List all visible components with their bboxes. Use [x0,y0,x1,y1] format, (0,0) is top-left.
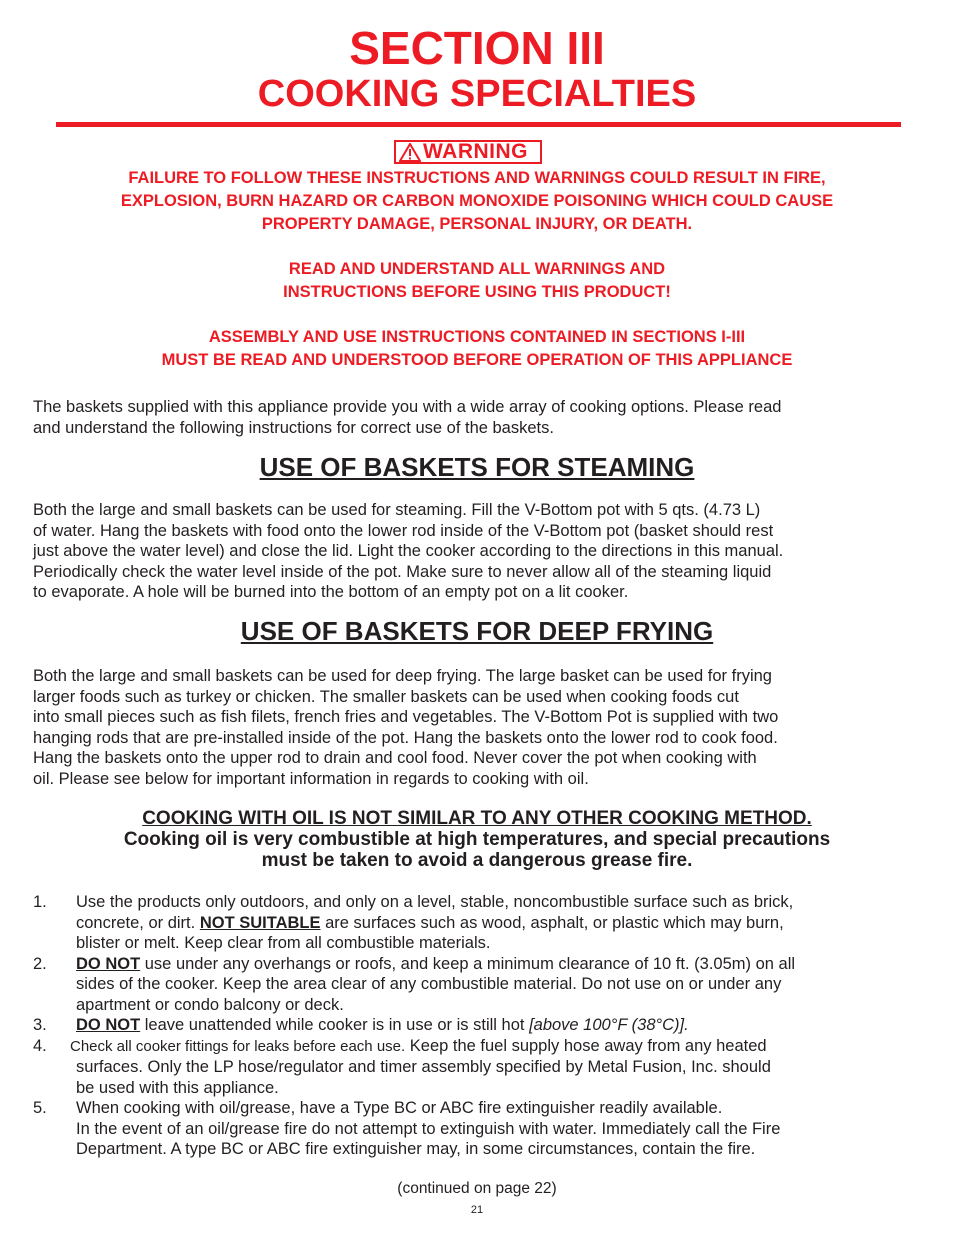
list-number: 4. [33,1036,47,1055]
text-line: larger foods such as turkey or chicken. The smaller baskets can be used when cooking foods cut [33,687,739,706]
text-line: apartment or condo balcony or deck. [76,995,344,1014]
continued-note: (continued on page 22) [397,1180,557,1197]
text-line: Use the products only outdoors, and only on a level, stable, noncombustible surface such as brick, [76,893,794,911]
text-line: The baskets supplied with this appliance provide you with a wide array of cooking options. Please read [33,398,782,416]
section-title: SECTION III [349,22,605,74]
deep-frying-heading: USE OF BASKETS FOR DEEP FRYING [240,616,714,646]
text-line [76,954,918,975]
text-line: oil. Please see below for important information in regards to cooking with oil. [33,769,589,788]
text-line: be used with this appliance. [76,1078,279,1097]
steaming-paragraph [33,500,918,603]
text-line [70,1036,918,1058]
text-line: and understand the following instructions for correct use of the baskets. [33,418,554,437]
read-warnings-notice [30,258,924,304]
caution-line: Cooking oil is very combustible at high temperatures, and special precautions [123,829,831,850]
text-span: Keep the fuel supply hose away from any heated [405,1036,767,1055]
warning-line: ASSEMBLY AND USE INSTRUCTIONS CONTAINED IN SECTIONS I-III [208,328,746,346]
text-line: just above the water level) and close the lid. Light the cooker according to the directions in this manual. [33,542,784,560]
warning-line: PROPERTY DAMAGE, PERSONAL INJURY, OR DEATH. [261,215,693,233]
page-number: 21 [470,1204,484,1216]
steaming-heading: USE OF BASKETS FOR STEAMING [259,452,695,482]
caution-line: must be taken to avoid a dangerous grease fire. [261,850,693,871]
oil-caution [0,808,954,871]
text-line: surfaces. Only the LP hose/regulator and timer assembly specified by Metal Fusion, Inc. should [76,1058,771,1076]
list-number: 5. [33,1099,47,1117]
deep-frying-paragraph [33,666,918,789]
text-line: hanging rods that are pre-installed inside of the pot. Hang the baskets onto the lower rod to cook food. [33,728,778,747]
text-line [76,1015,918,1036]
warning-line: FAILURE TO FOLLOW THESE INSTRUCTIONS AND WARNINGS COULD RESULT IN FIRE, [128,169,826,187]
warning-line: MUST BE READ AND UNDERSTOOD BEFORE OPERATION OF THIS APPLIANCE [161,351,793,369]
text-line: to evaporate. A hole will be burned into the bottom of an empty pot on a lit cooker. [33,583,629,601]
list-number: 2. [33,954,47,973]
list-item [33,954,918,1016]
text-line: into small pieces such as fish filets, french fries and vegetables. The V-Bottom Pot is supplied with two [33,708,779,726]
caution-line: COOKING WITH OIL IS NOT SIMILAR TO ANY OTHER COOKING METHOD. [142,808,812,829]
assembly-notice [30,326,924,372]
emphasis-do-not: DO NOT [76,954,141,973]
text-line: blister or melt. Keep clear from all combustible materials. [76,934,491,952]
list-number: 3. [33,1016,47,1034]
text-span: Check all cooker fittings for leaks before each use. [70,1037,406,1055]
list-item [33,1098,918,1160]
temperature-note: [above 100°F (38°C)]. [529,1016,689,1034]
list-item [33,892,918,954]
text-line: of water. Hang the baskets with food onto the lower rod inside of the V-Bottom pot (basket should rest [33,521,774,540]
text-line: In the event of an oil/grease fire do not attempt to extinguish with water. Immediately call the Fire [76,1119,781,1138]
text-line: Both the large and small baskets can be used for deep frying. The large basket can be used for frying [33,667,772,685]
list-number: 1. [33,893,47,911]
list-item [33,1036,918,1099]
text-line [76,913,918,934]
warning-badge [394,140,542,164]
emphasis-do-not: DO NOT [76,1016,141,1034]
warning-line: READ AND UNDERSTAND ALL WARNINGS AND [288,260,666,278]
text-span: use under any overhangs or roofs, and keep a minimum clearance of 10 ft. (3.05m) on all [140,954,796,973]
text-line: Periodically check the water level inside of the pot. Make sure to never allow all of the steaming liquid [33,562,772,581]
text-line: sides of the cooker. Keep the area clear of any combustible material. Do not use on or under any [76,975,782,993]
text-span: are surfaces such as wood, asphalt, or plastic which may burn, [320,913,784,932]
title-divider [56,122,901,127]
text-line: Hang the baskets onto the upper rod to drain and cool food. Never cover the pot when cooking with [33,749,757,767]
warning-line: EXPLOSION, BURN HAZARD OR CARBON MONOXIDE POISONING WHICH COULD CAUSE [120,192,834,210]
text-span: leave unattended while cooker is in use or is still hot [140,1016,530,1034]
warning-statement [30,167,924,236]
safety-list [33,892,918,1160]
text-line: Both the large and small baskets can be used for steaming. Fill the V-Bottom pot with 5 qts. (4.73 L) [33,501,761,519]
text-line: Department. A type BC or ABC fire extinguisher may, in some circumstances, contain the fire. [76,1140,756,1158]
emphasis-not-suitable: NOT SUITABLE [199,913,321,932]
page-title: COOKING SPECIALTIES [257,73,697,115]
warning-line: INSTRUCTIONS BEFORE USING THIS PRODUCT! [283,283,671,301]
list-item [33,1015,918,1036]
text-span: concrete, or dirt. [76,913,200,932]
warning-triangle-icon [399,143,421,162]
intro-paragraph [33,397,918,438]
text-line: When cooking with oil/grease, have a Type BC or ABC fire extinguisher readily available. [76,1099,723,1117]
warning-badge-label: WARNING [423,140,528,163]
